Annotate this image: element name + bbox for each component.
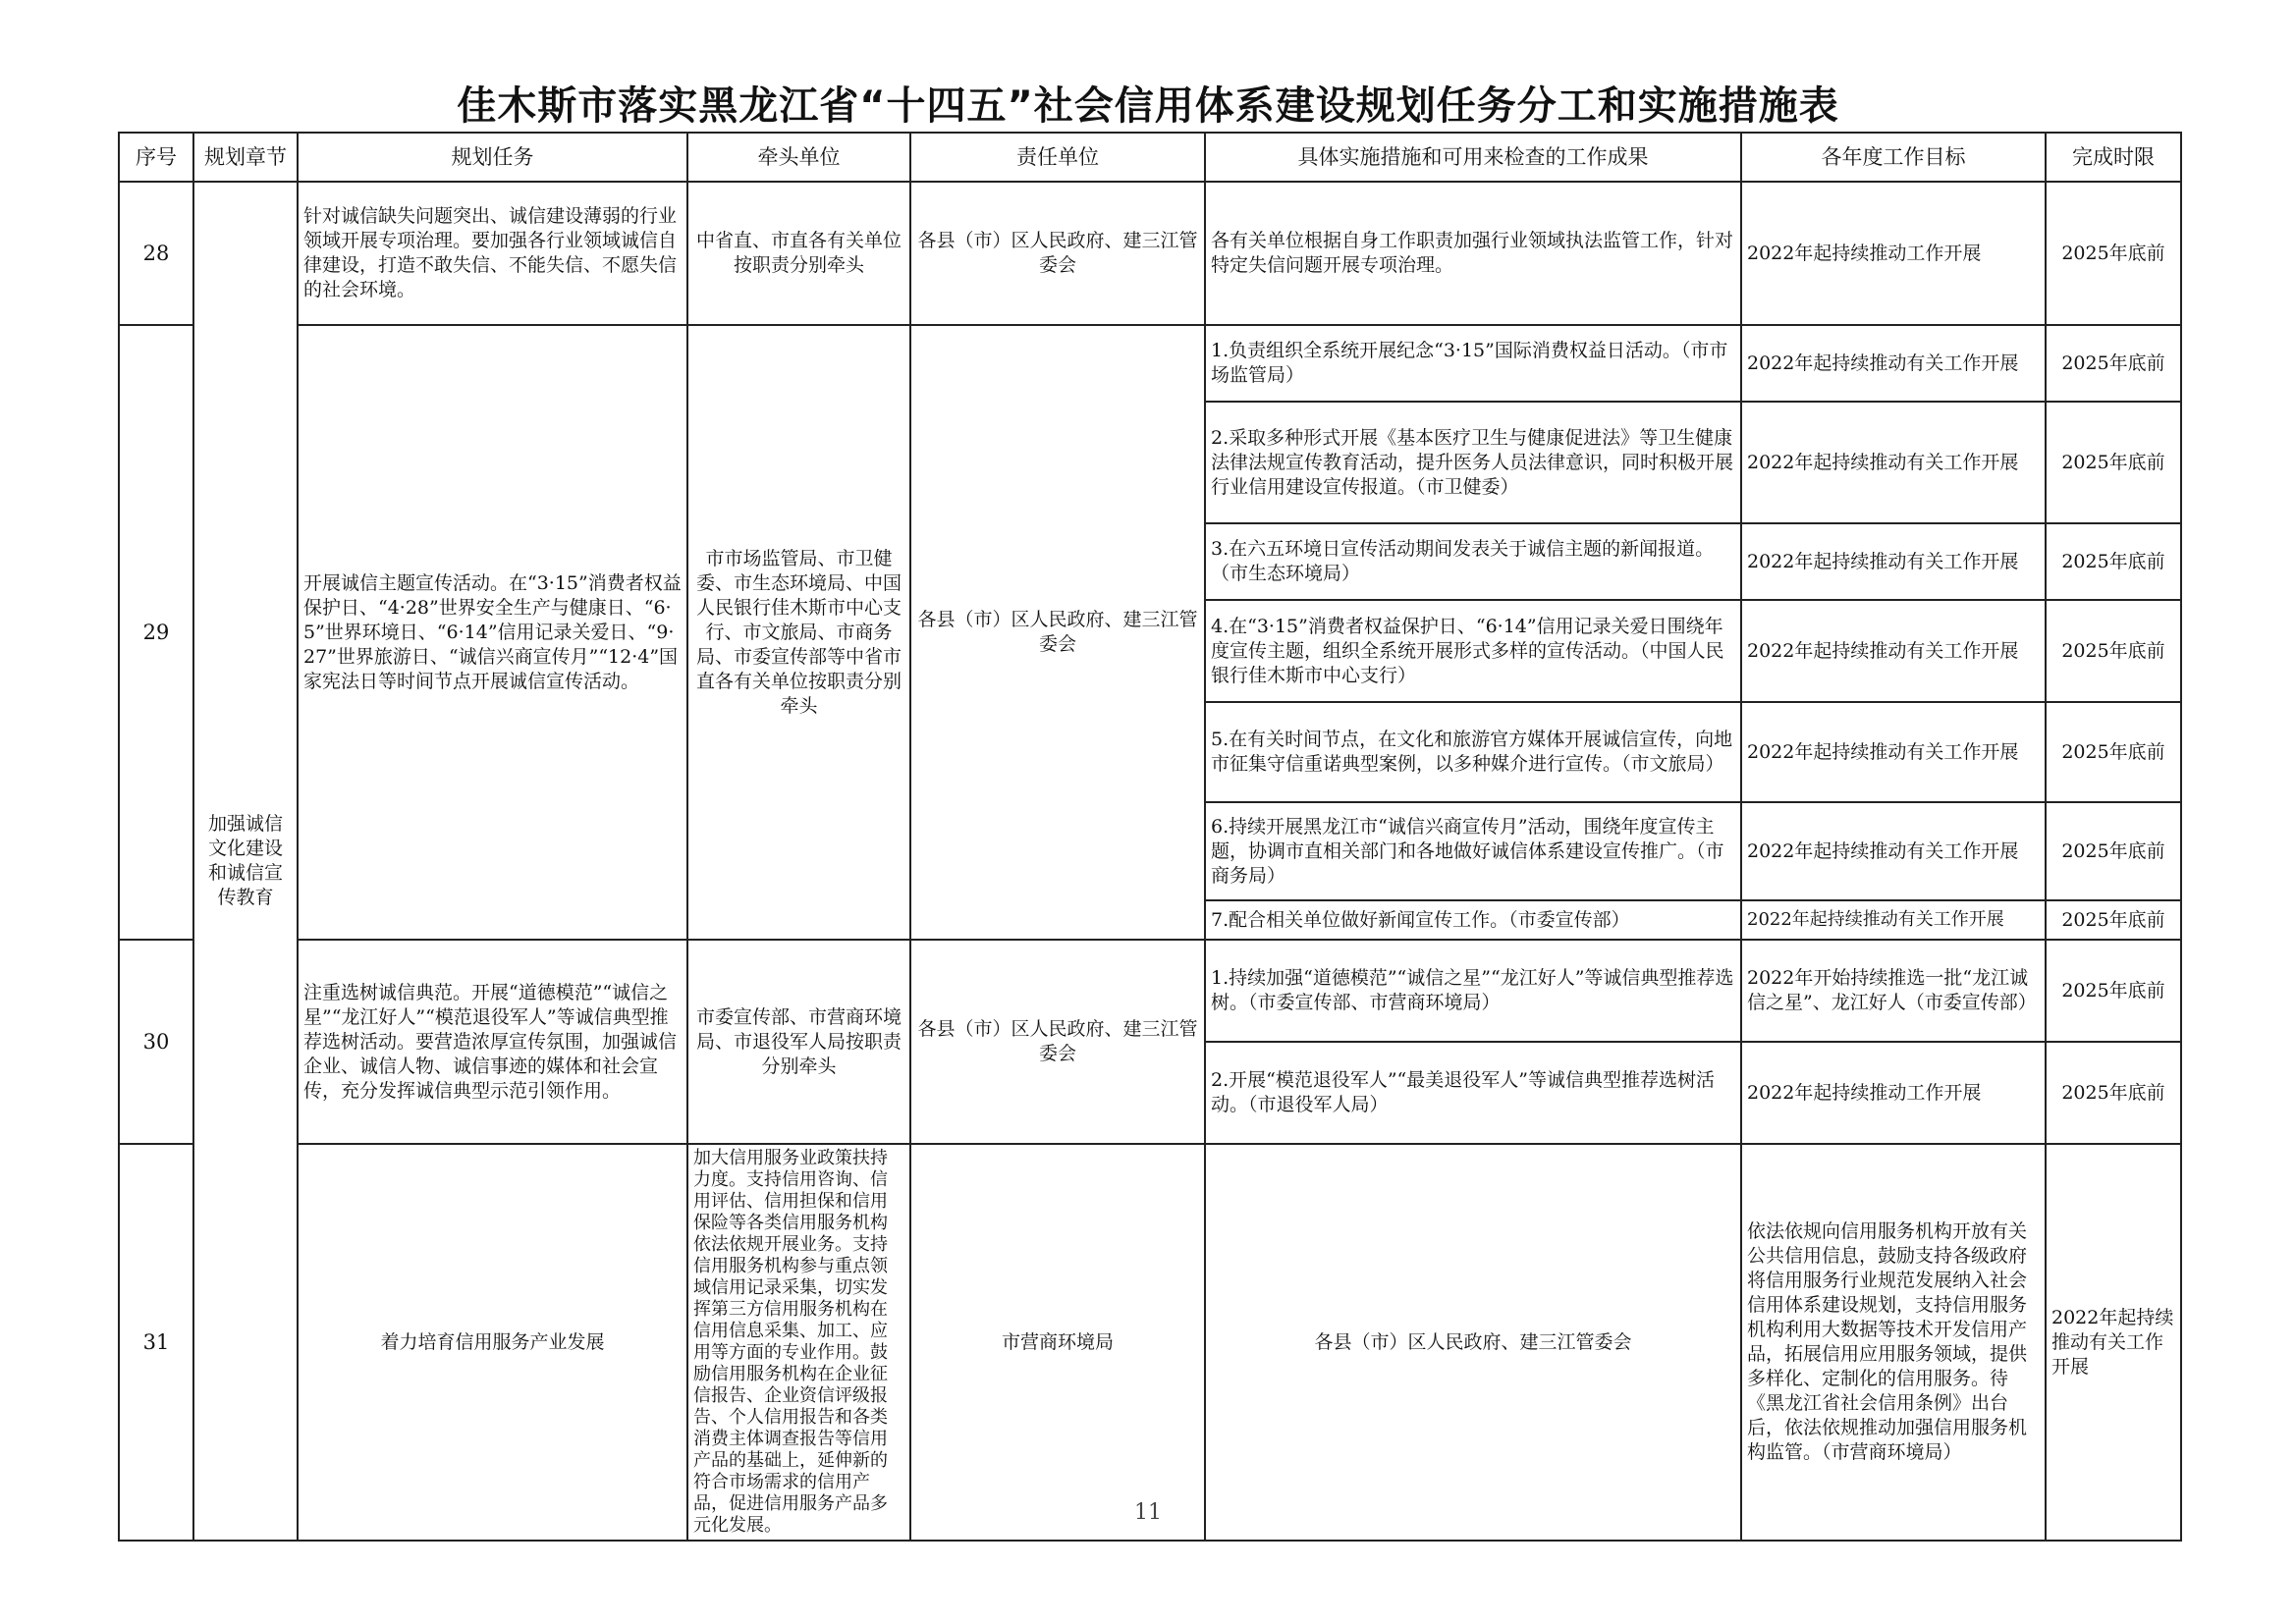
goal-cell: 2022年起持续推动工作开展 — [1741, 182, 2046, 325]
table-row — [119, 182, 2181, 325]
header-resp: 责任单位 — [910, 133, 1205, 182]
measure-cell: 2.开展“模范退役军人”“最美退役军人”等诚信典型推荐选树活动。（市退役军人局） — [1205, 1042, 1741, 1144]
goal-cell: 2022年起持续推动工作开展 — [1741, 1042, 2046, 1144]
goal-cell: 2022年起持续推动有关工作开展 — [1741, 802, 2046, 900]
task-cell: 注重选树诚信典范。开展“道德模范”“诚信之星”“龙江好人”“模范退役军人”等诚信典型推荐选树活动。要营造浓厚宣传氛围，加强诚信企业、诚信人物、诚信事迹的媒体和社会宣传，充分发挥诚信典型示范引领作用。 — [298, 940, 687, 1144]
chapter-cell: 着力培育信用服务产业发展 — [298, 1144, 687, 1541]
task-cell: 加大信用服务业政策扶持力度。支持信用咨询、信用评估、信用担保和信用保险等各类信用服务机构依法依规开展业务。支持信用服务机构参与重点领域信用记录采集，切实发挥第三方信用服务机构在信用信息采集、加工、应用等方面的专业作用。鼓励信用服务机构在企业征信报告、企业资信评级报告、个人信用报告和各类消费主体调查报告等信用产品的基础上，延伸新的符合市场需求的信用产品，促进信用服务产品多元化发展。 — [687, 1144, 910, 1541]
header-lead: 牵头单位 — [687, 133, 910, 182]
measure-cell: 2.采取多种形式开展《基本医疗卫生与健康促进法》等卫生健康法律法规宣传教育活动，提升医务人员法律意识，同时积极开展行业信用建设宣传报道。（市卫健委） — [1205, 402, 1741, 523]
row-number: 28 — [119, 182, 193, 325]
document-title: 佳木斯市落实黑龙江省“十四五”社会信用体系建设规划任务分工和实施措施表 — [457, 83, 1839, 129]
deadline-cell: 2025年底前 — [2046, 802, 2181, 900]
deadline-cell: 2025年底前 — [2046, 402, 2181, 523]
lead-unit-cell: 市市场监管局、市卫健委、市生态环境局、中国人民银行佳木斯市中心支行、市文旅局、市商务局、市委宣传部等中省市直各有关单位按职责分别牵头 — [687, 325, 910, 940]
deadline-cell: 2025年底前 — [2046, 182, 2181, 325]
goal-cell: 2022年起持续推动有关工作开展 — [1741, 402, 2046, 523]
table-row — [119, 940, 2181, 1042]
header-measure: 具体实施措施和可用来检查的工作成果 — [1205, 133, 1741, 182]
responsible-unit-cell: 各县（市）区人民政府、建三江管委会 — [910, 940, 1205, 1144]
row-number: 29 — [119, 325, 193, 940]
goal-cell: 2022年起持续推动有关工作开展 — [2046, 1144, 2181, 1541]
goal-cell: 2022年开始持续推选一批“龙江诚信之星”、龙江好人（市委宣传部） — [1741, 940, 2046, 1042]
lead-unit-cell: 中省直、市直各有关单位按职责分别牵头 — [687, 182, 910, 325]
measure-cell: 依法依规向信用服务机构开放有关公共信用信息，鼓励支持各级政府将信用服务行业规范发展纳入社会信用体系建设规划，支持信用服务机构利用大数据等技术开发信用产品，拓展信用应用服务领域，提供多样化、定制化的信用服务。待《黑龙江省社会信用条例》出台后，依法依规推动加强信用服务机构监管。（市营商环境局） — [1741, 1144, 2046, 1541]
table-row — [119, 1144, 2181, 1541]
deadline-cell: 2025年底前 — [2046, 900, 2181, 940]
measure-cell: 3.在六五环境日宣传活动期间发表关于诚信主题的新闻报道。（市生态环境局） — [1205, 523, 1741, 600]
table-row — [119, 325, 2181, 402]
header-deadline: 完成时限 — [2046, 133, 2181, 182]
task-cell: 针对诚信缺失问题突出、诚信建设薄弱的行业领域开展专项治理。要加强各行业领域诚信自律建设，打造不敢失信、不能失信、不愿失信的社会环境。 — [298, 182, 687, 325]
deadline-cell: 2025年底前 — [2046, 325, 2181, 402]
row-number: 31 — [119, 1144, 193, 1541]
goal-cell: 2022年起持续推动有关工作开展 — [1741, 900, 2046, 940]
deadline-cell: 2025年底前 — [2046, 702, 2181, 802]
header-task: 规划任务 — [298, 133, 687, 182]
measure-cell: 4.在“3·15”消费者权益保护日、“6·14”信用记录关爱日围绕年度宣传主题，组织全系统开展形式多样的宣传活动。（中国人民银行佳木斯市中心支行） — [1205, 600, 1741, 702]
chapter-cell: 加强诚信文化建设和诚信宣传教育 — [193, 182, 298, 1541]
goal-cell: 2022年起持续推动有关工作开展 — [1741, 325, 2046, 402]
header-no: 序号 — [119, 133, 193, 182]
goal-cell: 2022年起持续推动有关工作开展 — [1741, 523, 2046, 600]
measure-cell: 6.持续开展黑龙江市“诚信兴商宣传月”活动，围绕年度宣传主题，协调市直相关部门和各地做好诚信体系建设宣传推广。（市商务局） — [1205, 802, 1741, 900]
lead-unit-cell: 市委宣传部、市营商环境局、市退役军人局按职责分别牵头 — [687, 940, 910, 1144]
measure-cell: 1.持续加强“道德模范”“诚信之星”“龙江好人”等诚信典型推荐选树。（市委宣传部、市营商环境局） — [1205, 940, 1741, 1042]
task-table — [118, 132, 2182, 1542]
deadline-cell: 2025年底前 — [2046, 523, 2181, 600]
measure-cell: 5.在有关时间节点，在文化和旅游官方媒体开展诚信宣传，向地市征集守信重诺典型案例，以多种媒介进行宣传。（市文旅局） — [1205, 702, 1741, 802]
task-cell: 开展诚信主题宣传活动。在“3·15”消费者权益保护日、“4·28”世界安全生产与健康日、“6·5”世界环境日、“6·14”信用记录关爱日、“9·27”世界旅游日、“诚信兴商宣传月”“12·4”国家宪法日等时间节点开展诚信宣传活动。 — [298, 325, 687, 940]
row-number: 30 — [119, 940, 193, 1144]
responsible-unit-cell: 各县（市）区人民政府、建三江管委会 — [1205, 1144, 1741, 1541]
deadline-cell: 2025年底前 — [2046, 1042, 2181, 1144]
measure-cell: 7.配合相关单位做好新闻宣传工作。（市委宣传部） — [1205, 900, 1741, 940]
measure-cell: 1.负责组织全系统开展纪念“3·15”国际消费权益日活动。（市市场监管局） — [1205, 325, 1741, 402]
deadline-cell: 2025年底前 — [2046, 600, 2181, 702]
goal-cell: 2022年起持续推动有关工作开展 — [1741, 600, 2046, 702]
lead-unit-cell: 市营商环境局 — [910, 1144, 1205, 1541]
measure-cell: 各有关单位根据自身工作职责加强行业领域执法监管工作，针对特定失信问题开展专项治理。 — [1205, 182, 1741, 325]
table-header-row — [119, 133, 2181, 182]
header-goal: 各年度工作目标 — [1741, 133, 2046, 182]
responsible-unit-cell: 各县（市）区人民政府、建三江管委会 — [910, 182, 1205, 325]
page-number: 11 — [1134, 1500, 1162, 1525]
goal-cell: 2022年起持续推动有关工作开展 — [1741, 702, 2046, 802]
header-chapter: 规划章节 — [193, 133, 298, 182]
responsible-unit-cell: 各县（市）区人民政府、建三江管委会 — [910, 325, 1205, 940]
deadline-cell: 2025年底前 — [2046, 940, 2181, 1042]
